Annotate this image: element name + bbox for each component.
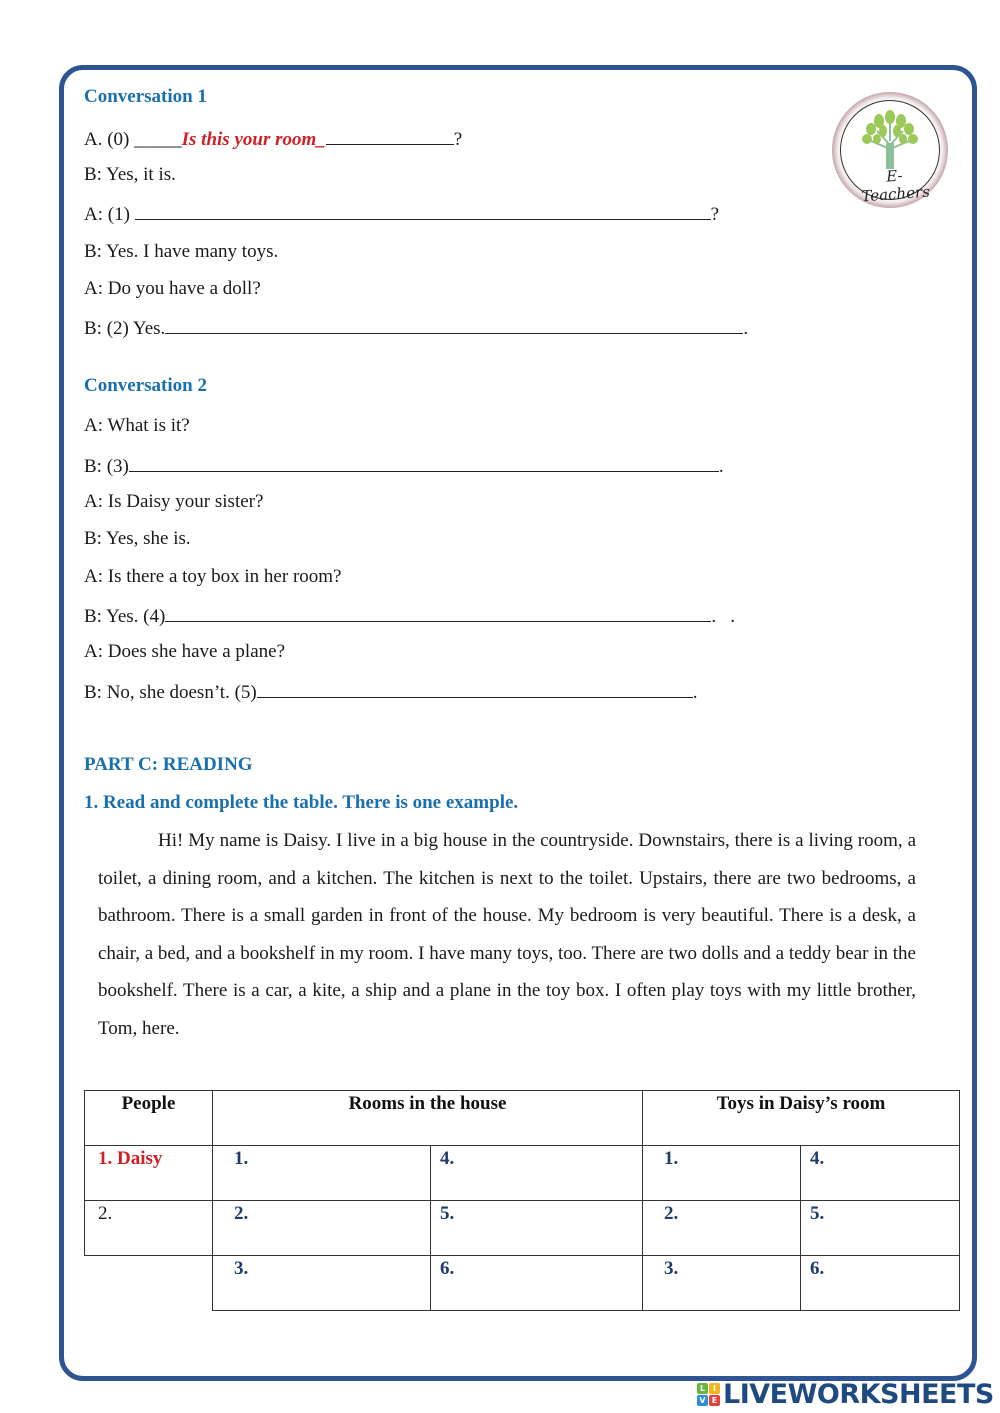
answer-blank-4[interactable] bbox=[165, 603, 711, 622]
toys-cell[interactable]: 1. bbox=[643, 1146, 801, 1201]
conversation-1-line-0 bbox=[84, 126, 462, 151]
answer-blank-5[interactable] bbox=[257, 679, 693, 698]
table-header-row bbox=[85, 1091, 960, 1146]
header-toys: Toys in Daisy’s room bbox=[643, 1091, 960, 1146]
answer-blank-2[interactable] bbox=[165, 315, 743, 334]
brand-name: LIVEWORKSHEETS bbox=[723, 1378, 994, 1410]
conversation-2-line-7 bbox=[84, 679, 698, 704]
table-row bbox=[85, 1201, 960, 1256]
conversation-2-line-3: B: Yes, she is. bbox=[84, 528, 191, 549]
header-people: People bbox=[85, 1091, 213, 1146]
line-end: . . bbox=[711, 606, 736, 627]
header-rooms: Rooms in the house bbox=[213, 1091, 643, 1146]
conversation-1-heading: Conversation 1 bbox=[84, 86, 207, 107]
table-row bbox=[85, 1146, 960, 1201]
e-teachers-logo bbox=[832, 92, 948, 208]
toys-cell[interactable]: 3. bbox=[643, 1256, 801, 1311]
rooms-cell[interactable]: 6. bbox=[431, 1256, 643, 1311]
table-row bbox=[85, 1256, 960, 1311]
conversation-2-line-2: A: Is Daisy your sister? bbox=[84, 491, 264, 512]
rooms-cell[interactable]: 5. bbox=[431, 1201, 643, 1256]
answer-blank-3[interactable] bbox=[129, 453, 719, 472]
line-end: . bbox=[743, 318, 749, 339]
toys-cell[interactable]: 6. bbox=[801, 1256, 960, 1311]
toys-cell[interactable]: 2. bbox=[643, 1201, 801, 1256]
line-prefix: B: (2) Yes. bbox=[84, 318, 166, 339]
conversation-1-line-2 bbox=[84, 201, 719, 226]
line-prefix: A. (0) bbox=[84, 129, 135, 150]
live-blocks-icon: L I V E bbox=[697, 1383, 720, 1406]
blank-lead: _____ bbox=[134, 129, 182, 150]
answer-table bbox=[84, 1090, 960, 1311]
line-prefix: B: No, she doesn’t. (5) bbox=[84, 682, 257, 703]
conversation-1-line-3: B: Yes. I have many toys. bbox=[84, 241, 279, 262]
conversation-2-line-1 bbox=[84, 453, 724, 478]
line-end: . bbox=[718, 456, 724, 477]
liveworksheets-brand bbox=[697, 1378, 994, 1410]
line-end: . bbox=[692, 682, 698, 703]
conversation-2-line-0: A: What is it? bbox=[84, 415, 190, 436]
example-answer: Is this your room_ bbox=[181, 129, 326, 150]
line-prefix: B: Yes. (4) bbox=[84, 606, 166, 627]
line-prefix: A: (1) bbox=[84, 204, 135, 225]
toys-cell[interactable]: 4. bbox=[801, 1146, 960, 1201]
empty-people-cell bbox=[85, 1256, 213, 1311]
conversation-2-line-4: A: Is there a toy box in her room? bbox=[84, 566, 342, 587]
answer-blank-0 bbox=[326, 126, 454, 145]
people-cell-example: 1. Daisy bbox=[85, 1146, 213, 1201]
logo-label: E-Teachers bbox=[860, 166, 931, 206]
conversation-1-line-4: A: Do you have a doll? bbox=[84, 278, 261, 299]
conversation-2-line-6: A: Does she have a plane? bbox=[84, 641, 286, 662]
line-end: ? bbox=[453, 129, 463, 150]
conversation-1-line-1: B: Yes, it is. bbox=[84, 164, 176, 185]
answer-blank-1[interactable] bbox=[135, 201, 711, 220]
toys-cell[interactable]: 5. bbox=[801, 1201, 960, 1256]
reading-passage: Hi! My name is Daisy. I live in a big house in the countryside. Downstairs, there is a living room, a toilet, a dining room, and a kitchen. The kitchen is next to the toilet. Upstairs, there are two bedrooms, a bathroom. There is a small garden in front of the house. My bedroom is very beautiful. There is a desk, a chair, a bed, and a bookshelf in my room. I have many toys, too. There are two dolls and a teddy bear in the bookshelf. There is a car, a kite, a ship and a plane in the toy box. I often play toys with my little brother, Tom, here. bbox=[98, 830, 916, 1039]
people-cell[interactable]: 2. bbox=[85, 1201, 213, 1256]
rooms-cell[interactable]: 3. bbox=[213, 1256, 431, 1311]
line-end: ? bbox=[710, 204, 720, 225]
conversation-1-line-5 bbox=[84, 315, 748, 340]
rooms-cell[interactable]: 2. bbox=[213, 1201, 431, 1256]
conversation-2-heading: Conversation 2 bbox=[84, 375, 207, 396]
conversation-2-line-5 bbox=[84, 603, 735, 628]
rooms-cell[interactable]: 1. bbox=[213, 1146, 431, 1201]
reading-task-instruction: 1. Read and complete the table. There is one example. bbox=[84, 792, 519, 813]
part-c-heading: PART C: READING bbox=[84, 754, 253, 775]
rooms-cell[interactable]: 4. bbox=[431, 1146, 643, 1201]
line-prefix: B: (3) bbox=[84, 456, 129, 477]
